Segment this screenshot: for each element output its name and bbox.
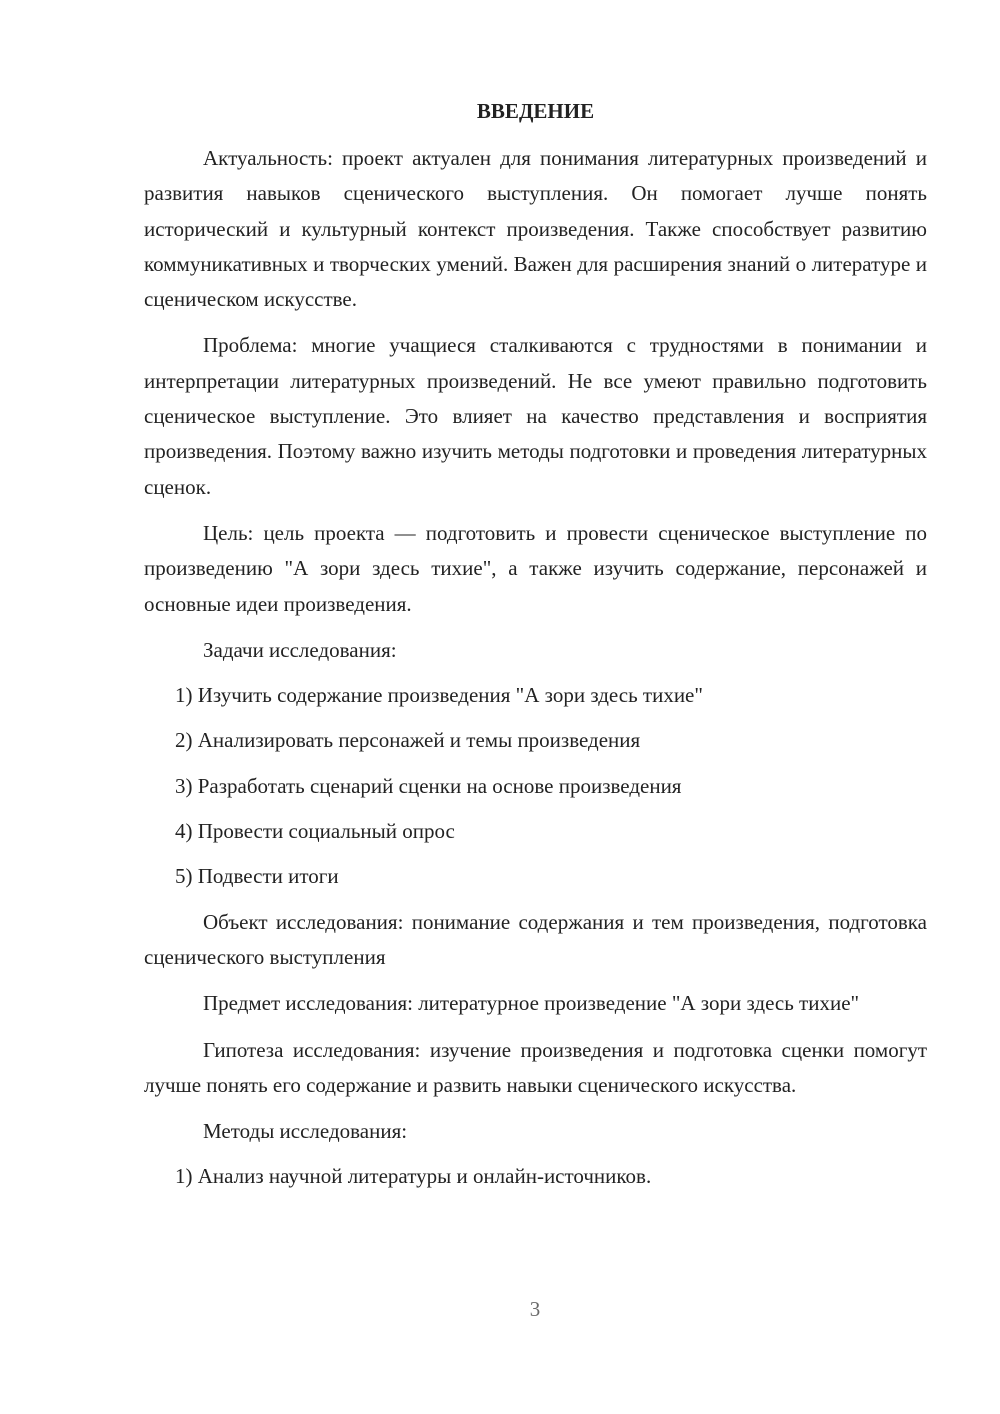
subject-paragraph: Предмет исследования: литературное произведение "А зори здесь тихие" — [203, 991, 860, 1016]
task-item: 3) Разработать сценарий сценки на основе произведения — [175, 773, 682, 798]
page-title: ВВЕДЕНИЕ — [476, 99, 595, 123]
task-item: 5) Подвести итоги — [175, 864, 339, 889]
methods-list — [144, 1159, 927, 1194]
task-item: 4) Провести социальный опрос — [175, 819, 455, 844]
goal-paragraph: Цель: цель проекта — подготовить и провести сценическое выступление по произведению "А зори здесь тихие", а также изучить содержание, персонажей и основные идеи произведения. — [144, 520, 927, 616]
page-number: 3 — [529, 1297, 541, 1321]
hypothesis-paragraph: Гипотеза исследования: изучение произведения и подготовка сценки помогут лучше понять его содержание и развить навыки сценического искусства. — [144, 1037, 927, 1097]
tasks-list — [144, 678, 927, 894]
task-item: 1) Изучить содержание произведения "А зори здесь тихие" — [175, 683, 703, 708]
tasks-heading: Задачи исследования: — [203, 637, 397, 662]
relevance-paragraph: Актуальность: проект актуален для понимания литературных произведений и развития навыков сценического выступления. Он помогает лучше понять исторический и культурный контекст произведения. Также способствует развитию коммуникативных и творческих умений. Важен для расширения знаний о литературе и сценическом искусстве. — [144, 146, 927, 312]
page-content — [144, 94, 927, 1205]
methods-heading: Методы исследования: — [203, 1119, 408, 1144]
object-paragraph: Объект исследования: понимание содержания и тем произведения, подготовка сценического выступления — [144, 909, 927, 969]
task-item: 2) Анализировать персонажей и темы произведения — [175, 728, 641, 753]
problem-paragraph: Проблема: многие учащиеся сталкиваются с трудностями в понимании и интерпретации литературных произведений. Не все умеют правильно подготовить сценическое выступление. Это влияет на качество представления и восприятия произведения. Поэтому важно изучить методы подготовки и проведения литературных сценок. — [144, 333, 927, 499]
method-item: 1) Анализ научной литературы и онлайн-источников. — [175, 1164, 652, 1189]
